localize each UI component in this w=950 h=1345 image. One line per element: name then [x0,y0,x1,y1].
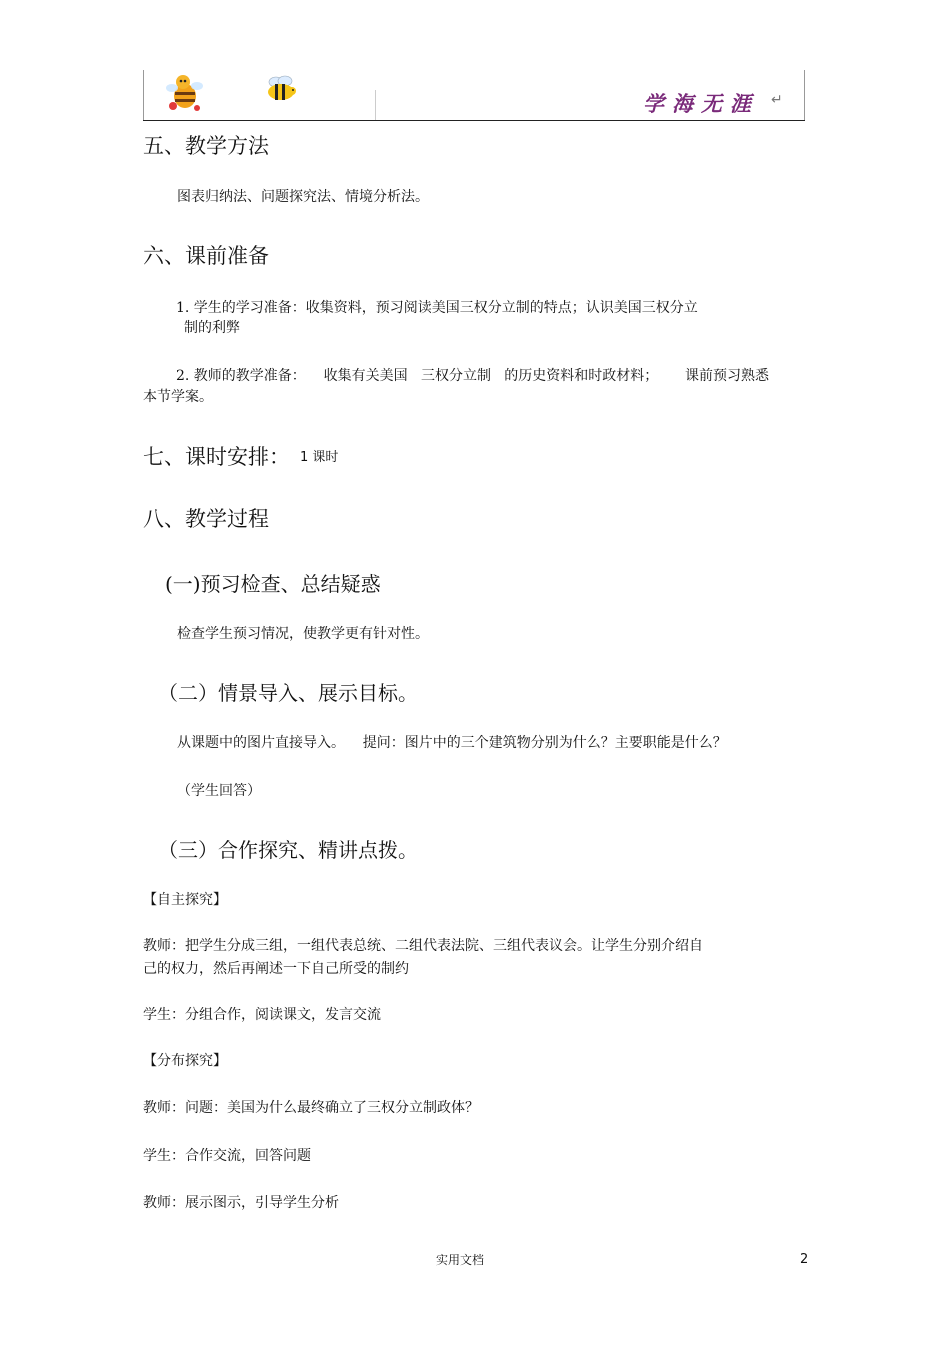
header-motto: 学海无涯 [643,91,759,116]
page-number: 2 [800,1252,809,1267]
subsection-heading-explore: （三）合作探究、精讲点拨。 [158,838,418,862]
bee-mascot-icon [163,72,207,112]
paragraph-mark: ↵ [771,92,783,108]
preview-text: 检查学生预习情况，使教学更有针对性。 [177,626,429,642]
student1-text: 学生：分组合作，阅读课文，发言交流 [143,1007,381,1023]
intro-text: 从课题中的图片直接导入。 提问：图片中的三个建筑物分别为什么？主要职能是什么？ [177,735,727,751]
prep-item1-line2: 制的利弊 [184,320,240,336]
prep-item2-line1: 2. 教师的教学准备： 收集有关美国 三权分立制 的历史资料和时政材料； 课前预习熟悉 [176,368,770,384]
subsection-heading-preview: (一)预习检查、总结疑惑 [165,572,381,596]
section-heading-schedule: 七、课时安排： [143,445,290,469]
header-rule [143,120,805,121]
teacher3-text: 教师：展示图示，引导学生分析 [143,1195,339,1211]
student2-text: 学生：合作交流，回答问题 [143,1148,311,1164]
methods-text: 图表归纳法、问题探究法、情境分析法。 [177,189,429,205]
page-header [143,70,805,122]
prep-item2-line2: 本节学案。 [143,389,213,405]
teacher1-line2: 己的权力，然后再阐述一下自己所受的制约 [143,961,409,977]
subsection-heading-intro: （二）情景导入、展示目标。 [158,681,418,705]
intro-student-answer: （学生回答） [177,783,261,799]
label-step-explore: 【分布探究】 [143,1053,227,1069]
section-heading-process: 八、教学过程 [143,507,269,531]
bee-icon [263,74,299,104]
section-heading-preparation: 六、课前准备 [143,244,269,268]
header-left-border [143,70,144,120]
teacher1-line1: 教师：把学生分成三组，一组代表总统、二组代表法院、三组代表议会。让学生分别介绍自 [143,938,703,954]
header-divider [375,90,376,120]
section-heading-methods: 五、教学方法 [143,134,269,158]
schedule-value: 1 课时 [300,450,339,465]
prep-item1-line1: 1. 学生的学习准备：收集资料，预习阅读美国三权分立制的特点；认识美国三权分立 [176,300,698,316]
footer-label: 实用文档 [436,1253,485,1267]
label-self-explore: 【自主探究】 [143,892,227,908]
teacher2-text: 教师：问题：美国为什么最终确立了三权分立制政体？ [143,1100,479,1116]
header-right-border [804,70,805,120]
